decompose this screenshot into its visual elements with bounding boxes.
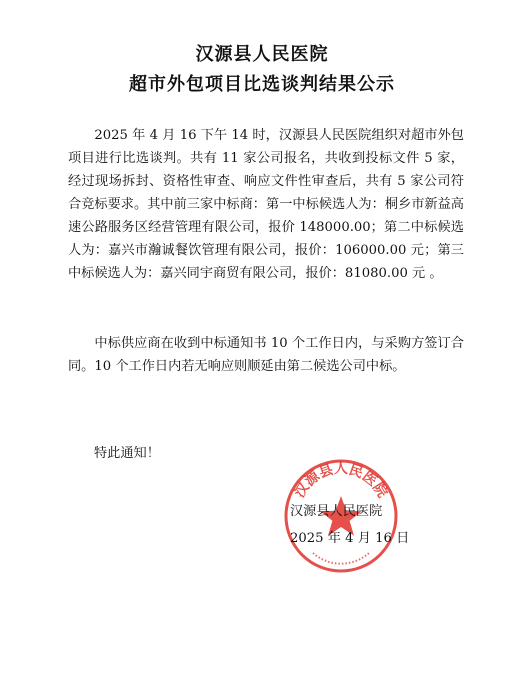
announcement-paragraph-1: 2025 年 4 月 16 下午 14 时，汉源县人民医院组织对超市外包项目进行比选谈判。共有 11 家公司报名，共收到投标文件 5 家，经过现场拆封、资格性审查、响应文件性审查后，共有 5 家公司符合竞标要求。其中前三家中标商：第一中标候选人为：桐乡市新益高速公路服务区经营管理有限公司，报价 148000.00；第二中标候选人为：嘉兴市瀚诚餐饮管理有限公司，报价：106000.00 元；第三中标候选人为：嘉兴同宇商贸有限公司，报价：81080.00 元 。 [68,128,464,281]
document-title-line2: 超市外包项目比选谈判结果公示 [129,74,395,95]
announcement-paragraph-2: 中标供应商在收到中标通知书 10 个工作日内，与采购方签订合同。10 个工作日内若无响应则顺延由第二候选公司中标。 [68,336,464,374]
seal-bottom-code-mark [313,553,369,564]
signature-date: 2025 年 4 月 16 日 [290,531,410,546]
seal-arc-text: 汉源县人民医院 [291,461,391,501]
document-title-line1: 汉源县人民医院 [195,44,329,65]
signature-organization: 汉源县人民医院 [290,504,383,519]
closing-remark: 特此通知！ [94,446,160,461]
